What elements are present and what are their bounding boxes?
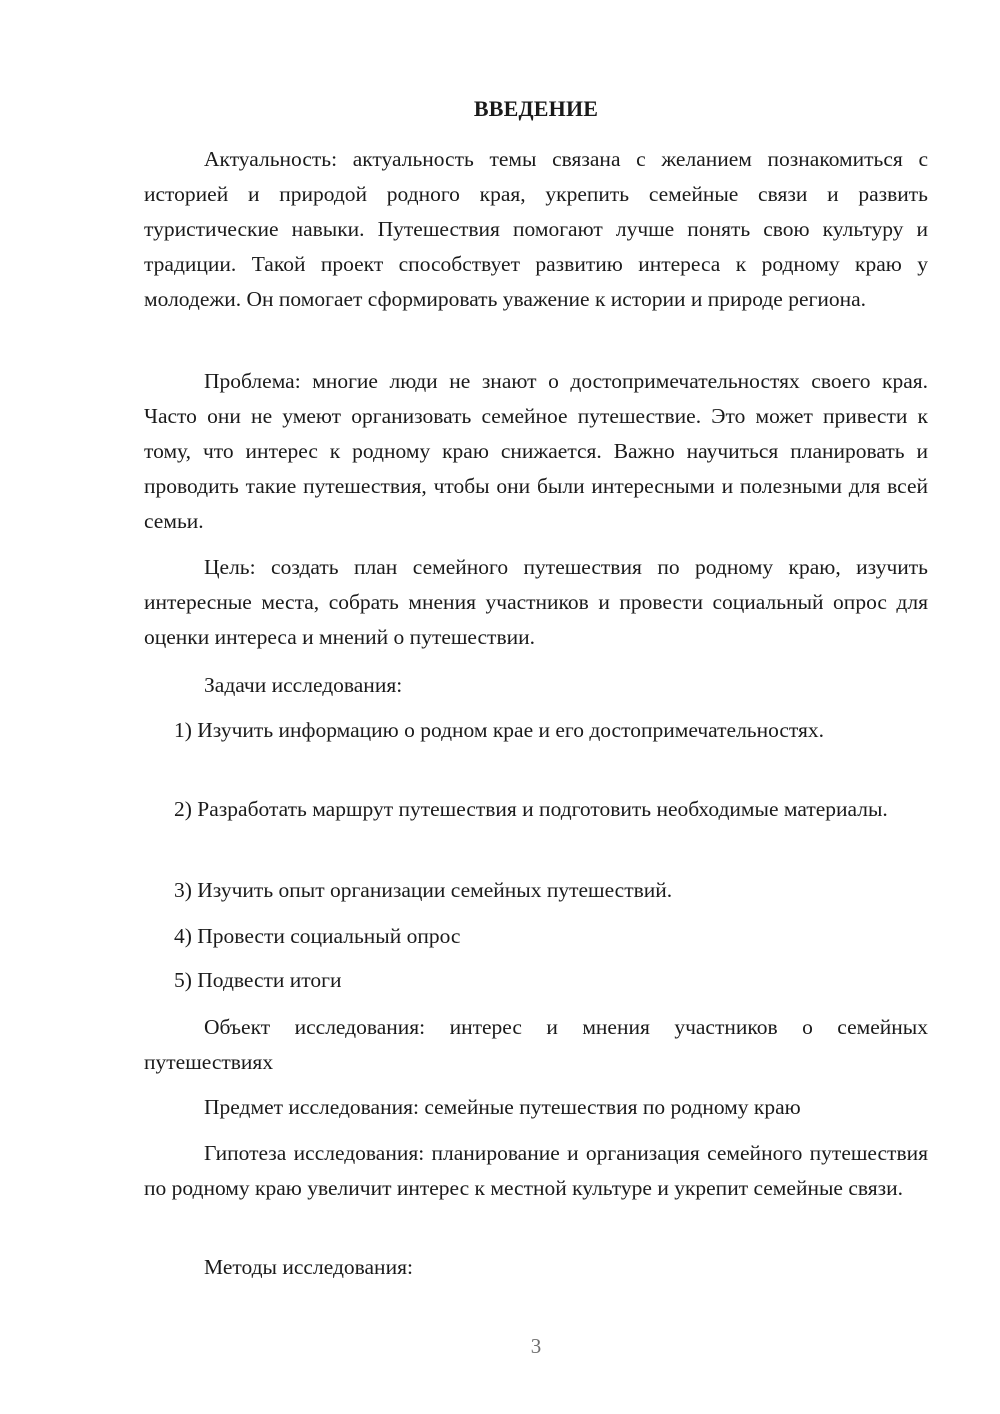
task-item-3: 3) Изучить опыт организации семейных путешествий. [174,878,673,902]
paragraph-goal: Цель: создать план семейного путешествия по родному краю, изучить интересные места, собрать мнения участников и провести социальный опрос для оценки интереса и мнений о путешествии. [144,555,928,649]
page-number: 3 [530,1334,542,1358]
tasks-heading: Задачи исследования: [204,673,403,697]
page-title: ВВЕДЕНИЕ [473,96,599,121]
task-item-4: 4) Провести социальный опрос [174,924,461,948]
paragraph-subject: Предмет исследования: семейные путешествия по родному краю [204,1095,801,1119]
document-page [144,0,928,1414]
paragraph-hypothesis: Гипотеза исследования: планирование и организация семейного путешествия по родному краю увеличит интерес к местной культуре и укрепит семейные связи. [144,1141,928,1200]
task-item-5: 5) Подвести итоги [174,968,342,992]
paragraph-problem: Проблема: многие люди не знают о достопримечательностях своего края. Часто они не умеют организовать семейное путешествие. Это может привести к тому, что интерес к родному краю снижается. Важно научиться планировать и проводить такие путешествия, чтобы они были интересными и полезными для всей семьи. [144,369,928,533]
task-item-1: 1) Изучить информацию о родном крае и его достопримечательностях. [174,718,825,742]
paragraph-relevance: Актуальность: актуальность темы связана с желанием познакомиться с историей и природой родного края, укрепить семейные связи и развить туристические навыки. Путешествия помогают лучше понять свою культуру и традиции. Такой проект способствует развитию интереса к родному краю у молодежи. Он помогает сформировать уважение к истории и природе региона. [144,147,928,311]
paragraph-object: Объект исследования: интерес и мнения участников о семейных путешествиях [144,1015,928,1074]
task-item-2: 2) Разработать маршрут путешествия и подготовить необходимые материалы. [174,797,888,821]
methods-heading: Методы исследования: [204,1255,413,1279]
